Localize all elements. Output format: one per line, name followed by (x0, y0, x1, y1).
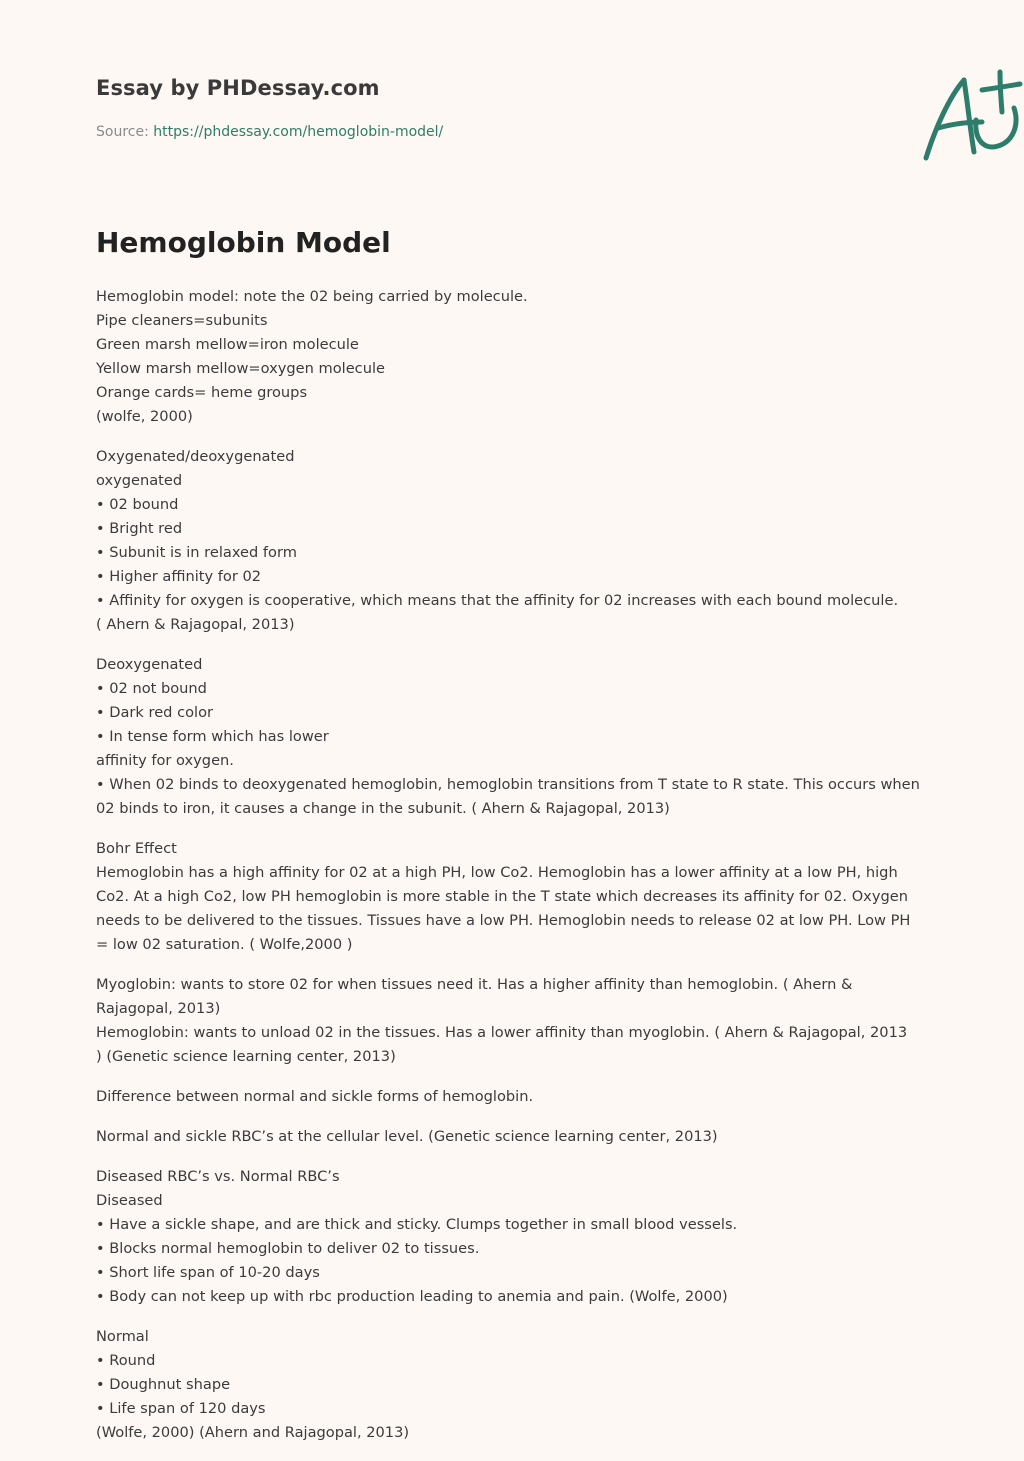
essay-paragraph (96, 1165, 928, 1309)
paragraph-line: Deoxygenated (96, 656, 203, 673)
paragraph-line: Yellow marsh mellow=oxygen molecule (96, 360, 385, 377)
paragraph-line: Normal and sickle RBC’s at the cellular level. (Genetic science learning center, 2013) (96, 1128, 718, 1145)
paragraph-line: Diseased (96, 1192, 163, 1209)
essay-paragraph (96, 973, 928, 1069)
paragraph-line: ( Ahern & Rajagopal, 2013) (96, 616, 295, 633)
paragraph-line: 02 binds to iron, it causes a change in the subunit. ( Ahern & Rajagopal, 2013) (96, 800, 670, 817)
essay-paragraph (96, 1085, 928, 1109)
paragraph-line: Myoglobin: wants to store 02 for when tissues need it. Has a higher affinity than hemoglobin. ( Ahern & (96, 976, 853, 993)
paragraph-line: Orange cards= heme groups (96, 384, 308, 401)
source-link[interactable]: https://phdessay.com/hemoglobin-model/ (153, 124, 444, 140)
paragraph-line: • When 02 binds to deoxygenated hemoglobin, hemoglobin transitions from T state to R state. This occurs when (96, 776, 920, 793)
paragraph-line: needs to be delivered to the tissues. Tissues have a low PH. Hemoglobin needs to release 02 at low PH. Low PH (96, 912, 911, 929)
paragraph-line: = low 02 saturation. ( Wolfe,2000 ) (96, 936, 353, 953)
paragraph-line: (Wolfe, 2000) (Ahern and Rajagopal, 2013) (96, 1424, 410, 1441)
essay-paragraph (96, 1325, 928, 1445)
a-plus-logo-icon (916, 66, 1024, 166)
paragraph-line: • Subunit is in relaxed form (96, 544, 297, 561)
paragraph-line: affinity for oxygen. (96, 752, 234, 769)
paragraph-line: • In tense form which has lower (96, 728, 329, 745)
paragraph-line: • Blocks normal hemoglobin to deliver 02 to tissues. (96, 1240, 480, 1257)
paragraph-line: • Higher affinity for 02 (96, 568, 262, 585)
paragraph-line: • 02 not bound (96, 680, 207, 697)
source-label: Source: (96, 124, 154, 140)
essay-paragraph (96, 285, 928, 429)
paragraph-line: Green marsh mellow=iron molecule (96, 336, 359, 353)
paragraph-line: • Body can not keep up with rbc production leading to anemia and pain. (Wolfe, 2000) (96, 1288, 728, 1305)
paragraph-line: Rajagopal, 2013) (96, 1000, 221, 1017)
paragraph-line: Diseased RBC’s vs. Normal RBC’s (96, 1168, 340, 1185)
paragraph-line: Co2. At a high Co2, low PH hemoglobin is more stable in the T state which decreases its affinity for 02. Oxygen (96, 888, 908, 905)
paragraph-line: Difference between normal and sickle forms of hemoglobin. (96, 1088, 534, 1105)
paragraph-line: Hemoglobin: wants to unload 02 in the tissues. Has a lower affinity than myoglobin. ( Ahern & Rajagopal, 2013 (96, 1024, 908, 1041)
paragraph-line: Oxygenated/deoxygenated (96, 448, 295, 465)
paragraph-line: (wolfe, 2000) (96, 408, 193, 425)
paragraph-line: oxygenated (96, 472, 183, 489)
paragraph-line: • Life span of 120 days (96, 1400, 266, 1417)
page-title: Hemoglobin Model (96, 226, 391, 259)
source-line (96, 124, 443, 140)
site-brand: Essay by PHDessay.com (96, 76, 380, 100)
paragraph-line: Pipe cleaners=subunits (96, 312, 268, 329)
paragraph-line: Normal (96, 1328, 149, 1345)
paragraph-line: • Short life span of 10-20 days (96, 1264, 320, 1281)
essay-body (96, 285, 928, 1461)
essay-paragraph (96, 445, 928, 637)
essay-paragraph (96, 653, 928, 821)
paragraph-line: ) (Genetic science learning center, 2013) (96, 1048, 396, 1065)
paragraph-line: • Round (96, 1352, 156, 1369)
paragraph-line: • Doughnut shape (96, 1376, 231, 1393)
paragraph-line: Hemoglobin model: note the 02 being carried by molecule. (96, 288, 528, 305)
essay-paragraph (96, 837, 928, 957)
paragraph-line: • Affinity for oxygen is cooperative, which means that the affinity for 02 increases with each bound molecule. (96, 592, 899, 609)
paragraph-line: Bohr Effect (96, 840, 177, 857)
paragraph-line: • Have a sickle shape, and are thick and sticky. Clumps together in small blood vessels. (96, 1216, 738, 1233)
essay-paragraph (96, 1125, 928, 1149)
paragraph-line: • 02 bound (96, 496, 179, 513)
paragraph-line: • Bright red (96, 520, 183, 537)
paragraph-line: • Dark red color (96, 704, 214, 721)
paragraph-line: Hemoglobin has a high affinity for 02 at a high PH, low Co2. Hemoglobin has a lower affinity at a low PH, high (96, 864, 898, 881)
